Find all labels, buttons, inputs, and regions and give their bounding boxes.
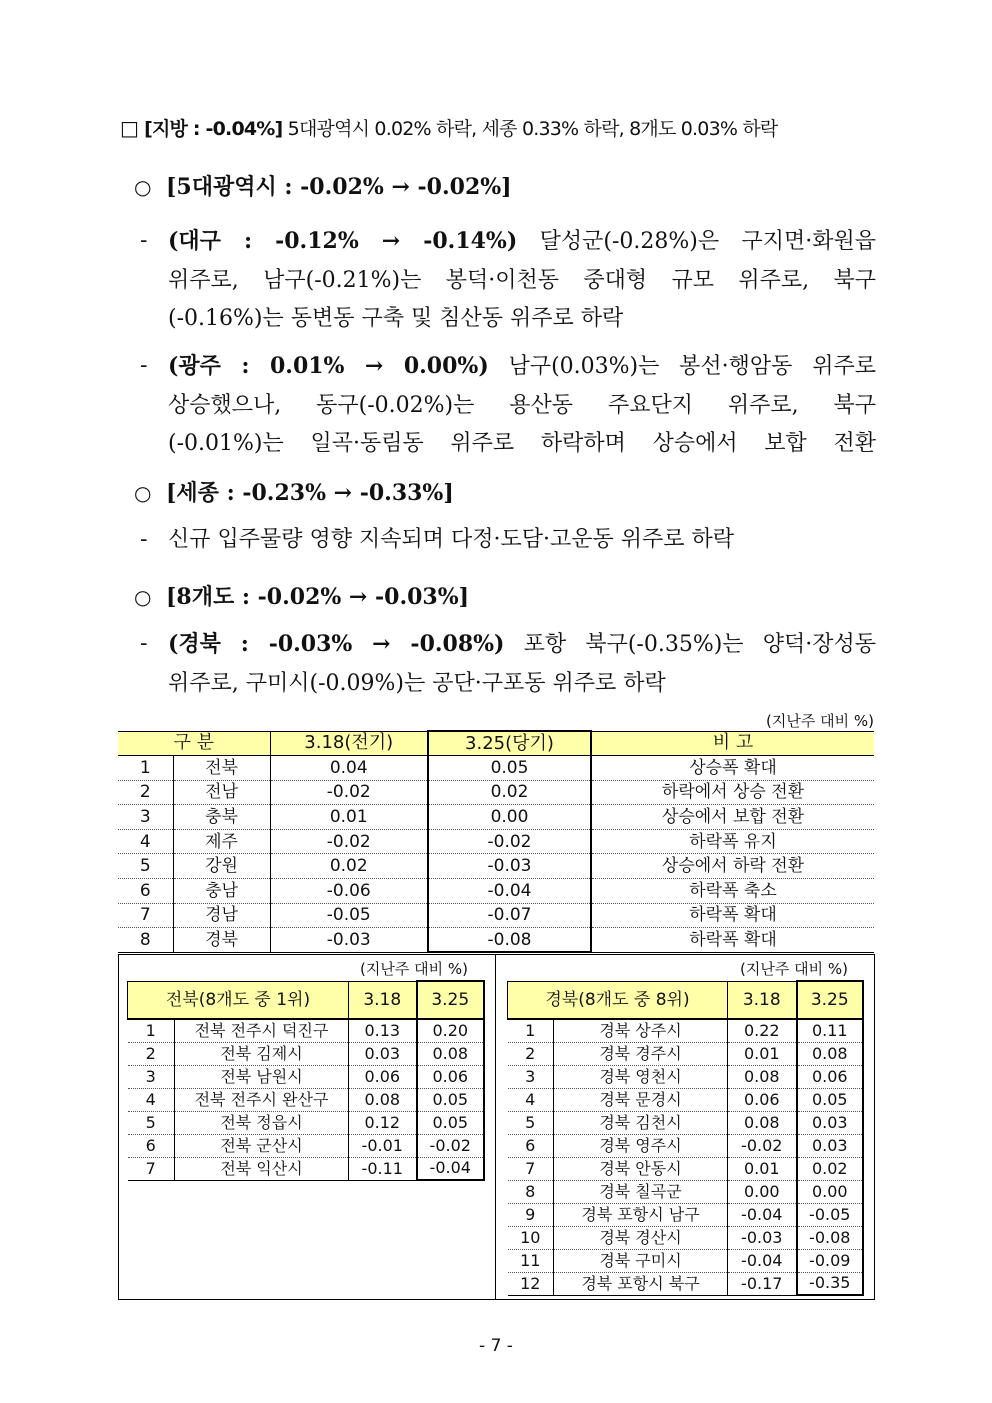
table-cell: 0.02 xyxy=(797,1157,864,1180)
table-cell: 하락폭 유지 xyxy=(591,829,874,854)
item-line: 위주로, 남구(-0.21%)는 봉덕·이천동 중대형 규모 위주로, 북구 xyxy=(168,267,876,293)
province-table xyxy=(118,730,874,953)
table-cell: 2 xyxy=(118,780,173,805)
table-row xyxy=(118,879,874,904)
table-cell: -0.05 xyxy=(797,1203,864,1226)
table-row xyxy=(118,829,874,854)
table-cell: 전북 전주시 완산구 xyxy=(175,1088,349,1111)
table-cell: -0.02 xyxy=(270,780,428,805)
table-cell: 3 xyxy=(128,1065,175,1088)
table-cell: 전북 김제시 xyxy=(175,1042,349,1065)
table-cell: -0.03 xyxy=(428,854,591,879)
dash-bullet-icon: - xyxy=(140,631,148,656)
table-row xyxy=(128,1134,485,1157)
item-text: 달성군(-0.28%)은 구지면·화원읍 xyxy=(539,229,876,254)
unit-label: (지난주 대비 %) xyxy=(766,712,874,730)
table-cell: -0.03 xyxy=(728,1226,797,1249)
table-cell: 3 xyxy=(118,805,173,830)
table-cell: 9 xyxy=(508,1203,554,1226)
jeonbuk-table xyxy=(127,980,485,1181)
table-cell: -0.02 xyxy=(417,1134,485,1157)
section-title: [세종 : -0.23% → -0.33%] xyxy=(166,480,454,506)
table-cell: 0.11 xyxy=(797,1019,864,1042)
checkbox-bullet-icon: □ xyxy=(120,116,139,140)
table-cell: 경북 경산시 xyxy=(554,1226,728,1249)
table-row xyxy=(508,1134,864,1157)
table-cell: 5 xyxy=(118,854,173,879)
table-cell: 0.06 xyxy=(349,1065,417,1088)
dash-bullet-icon: - xyxy=(140,228,148,253)
table-cell: 0.03 xyxy=(349,1042,417,1065)
header-cell: 경북(8개도 중 8위) xyxy=(508,981,728,1019)
table-cell: 경북 영천시 xyxy=(554,1065,728,1088)
table-cell: 0.20 xyxy=(417,1019,485,1042)
table-cell: 전북 xyxy=(173,756,270,781)
table-cell: 4 xyxy=(508,1088,554,1111)
table-cell: 경북 xyxy=(173,928,270,953)
table-cell: 0.08 xyxy=(349,1088,417,1111)
table-cell: -0.04 xyxy=(428,879,591,904)
table-cell: 5 xyxy=(128,1111,175,1134)
table-row xyxy=(128,1157,485,1180)
table-cell: 0.00 xyxy=(428,805,591,830)
table-cell: -0.02 xyxy=(428,829,591,854)
header-cell: 비 고 xyxy=(591,731,874,756)
table-cell: 상승에서 하락 전환 xyxy=(591,854,874,879)
table-cell: 7 xyxy=(118,903,173,928)
table-cell: 0.05 xyxy=(797,1088,864,1111)
table-cell: 6 xyxy=(128,1134,175,1157)
item-body xyxy=(168,347,876,387)
table-cell: 0.08 xyxy=(728,1065,797,1088)
table-cell: 0.00 xyxy=(728,1180,797,1203)
item-line: 상승했으나, 동구(-0.02%)는 용산동 주요단지 위주로, 북구 xyxy=(168,392,876,418)
table-row xyxy=(118,903,874,928)
item-gwangju xyxy=(140,347,876,464)
table-header-row xyxy=(508,981,864,1019)
table-cell: 8 xyxy=(508,1180,554,1203)
section-provinces xyxy=(134,580,469,611)
table-cell: 0.04 xyxy=(270,756,428,781)
table-cell: 제주 xyxy=(173,829,270,854)
section-metro xyxy=(134,170,512,201)
table-cell: 0.05 xyxy=(428,756,591,781)
table-row xyxy=(128,1019,485,1042)
table-cell: 1 xyxy=(128,1019,175,1042)
circle-bullet-icon: ○ xyxy=(134,481,152,505)
table-cell: 경북 포항시 남구 xyxy=(554,1203,728,1226)
table-cell: 경북 영주시 xyxy=(554,1134,728,1157)
table-cell: -0.08 xyxy=(428,928,591,953)
frame-divider xyxy=(495,955,496,1299)
table-cell: -0.11 xyxy=(349,1157,417,1180)
table-cell: 하락폭 확대 xyxy=(591,903,874,928)
table-cell: 6 xyxy=(118,879,173,904)
table-cell: -0.03 xyxy=(270,928,428,953)
dash-bullet-icon: - xyxy=(140,353,148,378)
table-cell: 하락폭 축소 xyxy=(591,879,874,904)
item-text: 남구(0.03%)는 봉선·행암동 위주로 xyxy=(508,354,876,379)
table-cell: 11 xyxy=(508,1249,554,1272)
table-cell: -0.35 xyxy=(797,1272,864,1295)
table-cell: 0.13 xyxy=(349,1019,417,1042)
table-cell: 0.08 xyxy=(417,1042,485,1065)
table-cell: 상승에서 보합 전환 xyxy=(591,805,874,830)
table-cell: 경북 김천시 xyxy=(554,1111,728,1134)
headline-rest: 5대광역시 0.02% 하락, 세종 0.33% 하락, 8개도 0.03% 하락 xyxy=(287,118,778,140)
header-cell: 3.25 xyxy=(797,981,864,1019)
table-cell: 0.08 xyxy=(728,1111,797,1134)
table-row xyxy=(118,854,874,879)
table-cell: 4 xyxy=(118,829,173,854)
page-number: - 7 - xyxy=(479,1336,513,1356)
table-cell: 8 xyxy=(118,928,173,953)
table-cell: 경북 문경시 xyxy=(554,1088,728,1111)
table-cell: 0.06 xyxy=(417,1065,485,1088)
section-title: [5대광역시 : -0.02% → -0.02%] xyxy=(166,174,512,200)
table-row xyxy=(508,1019,864,1042)
item-bold: (경북 : -0.03% → -0.08%) xyxy=(168,631,505,657)
table-cell: 12 xyxy=(508,1272,554,1295)
table-cell: 0.03 xyxy=(797,1111,864,1134)
table-cell: -0.17 xyxy=(728,1272,797,1295)
item-gyeongbuk xyxy=(140,625,876,703)
table-cell: 하락에서 상승 전환 xyxy=(591,780,874,805)
table-row xyxy=(508,1042,864,1065)
table-cell: 0.02 xyxy=(428,780,591,805)
header-cell: 3.25(당기) xyxy=(428,731,591,756)
item-line: (-0.01%)는 일곡·동림동 위주로 하락하며 상승에서 보합 전환 xyxy=(168,431,876,456)
item-text: 신규 입주물량 영향 지속되며 다정·도담·고운동 위주로 하락 xyxy=(168,527,734,552)
table-cell: -0.08 xyxy=(797,1226,864,1249)
table-cell: 0.05 xyxy=(417,1088,485,1111)
table-cell: 0.00 xyxy=(797,1180,864,1203)
table-cell: -0.02 xyxy=(728,1134,797,1157)
table-cell: 하락폭 확대 xyxy=(591,928,874,953)
table-cell: -0.09 xyxy=(797,1249,864,1272)
table-header-row xyxy=(118,731,874,756)
table-cell: 0.02 xyxy=(270,854,428,879)
table-cell: 7 xyxy=(128,1157,175,1180)
table-cell: 상승폭 확대 xyxy=(591,756,874,781)
table-header-row xyxy=(128,981,485,1019)
table-row xyxy=(118,780,874,805)
table-cell: 경남 xyxy=(173,903,270,928)
section-title: [8개도 : -0.02% → -0.03%] xyxy=(166,584,470,610)
item-sejong-detail xyxy=(140,521,876,560)
item-bold: (대구 : -0.12% → -0.14%) xyxy=(168,228,518,254)
table-row xyxy=(508,1249,864,1272)
item-bold: (광주 : 0.01% → 0.00%) xyxy=(168,353,489,379)
item-line: (-0.16%)는 동변동 구축 및 침산동 위주로 하락 xyxy=(168,306,624,331)
table-row xyxy=(508,1111,864,1134)
table-cell: -0.04 xyxy=(728,1249,797,1272)
table-cell: 경북 안동시 xyxy=(554,1157,728,1180)
table-cell: 1 xyxy=(508,1019,554,1042)
table-cell: 전북 전주시 덕진구 xyxy=(175,1019,349,1042)
table-cell: 전북 익산시 xyxy=(175,1157,349,1180)
item-line: 위주로, 구미시(-0.09%)는 공단·구포동 위주로 하락 xyxy=(168,670,666,696)
table-cell: 0.05 xyxy=(417,1111,485,1134)
section-sejong xyxy=(134,476,454,507)
table-cell: 경북 구미시 xyxy=(554,1249,728,1272)
table-cell: 2 xyxy=(128,1042,175,1065)
table-cell: 5 xyxy=(508,1111,554,1134)
table-row xyxy=(118,805,874,830)
table-cell: 10 xyxy=(508,1226,554,1249)
table-cell: 0.01 xyxy=(728,1157,797,1180)
table-row xyxy=(508,1226,864,1249)
table-cell: 0.22 xyxy=(728,1019,797,1042)
table-cell: 충남 xyxy=(173,879,270,904)
table-cell: 전북 정읍시 xyxy=(175,1111,349,1134)
table-cell: -0.02 xyxy=(270,829,428,854)
table-cell: 2 xyxy=(508,1042,554,1065)
table-cell: 강원 xyxy=(173,854,270,879)
table-cell: 6 xyxy=(508,1134,554,1157)
header-cell: 전북(8개도 중 1위) xyxy=(128,981,349,1019)
item-body xyxy=(168,625,876,665)
table-cell: -0.05 xyxy=(270,903,428,928)
table-cell: 경북 포항시 북구 xyxy=(554,1272,728,1295)
table-row xyxy=(118,756,874,781)
table-row xyxy=(508,1088,864,1111)
table-row xyxy=(128,1042,485,1065)
item-body xyxy=(168,222,876,262)
item-text: 포항 북구(-0.35%)는 양덕·장성동 xyxy=(523,632,876,657)
table-cell: 0.06 xyxy=(728,1088,797,1111)
headline-bold: [지방 : -0.04%] xyxy=(144,118,283,140)
header-cell: 3.18(전기) xyxy=(270,731,428,756)
table-cell: 경북 칠곡군 xyxy=(554,1180,728,1203)
table-row xyxy=(508,1157,864,1180)
table-cell: -0.01 xyxy=(349,1134,417,1157)
table-cell: -0.07 xyxy=(428,903,591,928)
table-row xyxy=(508,1065,864,1088)
table-cell: 0.08 xyxy=(797,1042,864,1065)
table-cell: 0.03 xyxy=(797,1134,864,1157)
circle-bullet-icon: ○ xyxy=(134,585,152,609)
item-daegu xyxy=(140,222,876,339)
table-cell: 7 xyxy=(508,1157,554,1180)
table-cell: 4 xyxy=(128,1088,175,1111)
table-cell: 전북 군산시 xyxy=(175,1134,349,1157)
table-cell: 경북 경주시 xyxy=(554,1042,728,1065)
table-row xyxy=(508,1272,864,1295)
table-cell: 1 xyxy=(118,756,173,781)
headline xyxy=(120,114,880,141)
table-row xyxy=(118,928,874,953)
table-row xyxy=(508,1180,864,1203)
table-cell: 전북 남원시 xyxy=(175,1065,349,1088)
table-row xyxy=(128,1088,485,1111)
table-cell: 0.01 xyxy=(728,1042,797,1065)
table-cell: 3 xyxy=(508,1065,554,1088)
table-cell: -0.06 xyxy=(270,879,428,904)
table-cell: 0.12 xyxy=(349,1111,417,1134)
circle-bullet-icon: ○ xyxy=(134,175,152,199)
table-row xyxy=(508,1203,864,1226)
table-cell: 0.06 xyxy=(797,1065,864,1088)
gyeongbuk-table xyxy=(507,980,864,1296)
table-cell: -0.04 xyxy=(728,1203,797,1226)
unit-label-gyeongbuk: (지난주 대비 %) xyxy=(740,960,848,978)
table-cell: -0.04 xyxy=(417,1157,485,1180)
table-row xyxy=(128,1111,485,1134)
dash-bullet-icon: - xyxy=(140,527,148,552)
header-cell: 3.18 xyxy=(349,981,417,1019)
header-cell: 3.18 xyxy=(728,981,797,1019)
table-cell: 경북 상주시 xyxy=(554,1019,728,1042)
table-cell: 0.01 xyxy=(270,805,428,830)
header-cell: 구 분 xyxy=(118,731,270,756)
table-cell: 전남 xyxy=(173,780,270,805)
table-cell: 충북 xyxy=(173,805,270,830)
unit-label-jeonbuk: (지난주 대비 %) xyxy=(360,960,468,978)
header-cell: 3.25 xyxy=(417,981,485,1019)
table-row xyxy=(128,1065,485,1088)
